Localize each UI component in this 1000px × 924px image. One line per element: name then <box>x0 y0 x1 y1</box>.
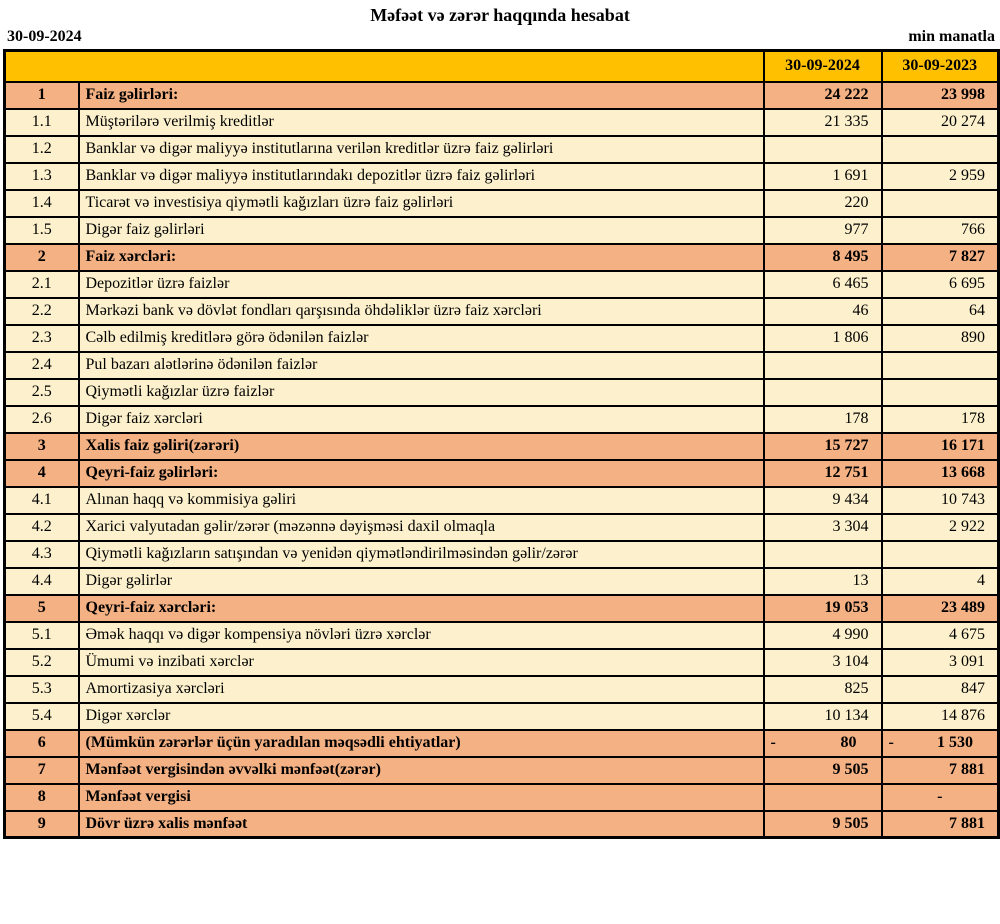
table-row-5.1 <box>5 622 999 649</box>
row-label: Qeyri-faiz xərcləri: <box>79 595 764 622</box>
value-cell-v1: 9 434 <box>764 487 882 514</box>
row-label: Ümumi və inzibati xərclər <box>79 649 764 676</box>
table-row-5.3 <box>5 676 999 703</box>
row-number: 4.2 <box>5 514 79 541</box>
table-row-5 <box>5 595 999 622</box>
row-number: 3 <box>5 433 79 460</box>
value-cell-v2: 16 171 <box>882 433 999 460</box>
table-row-6 <box>5 730 999 757</box>
value-cell-v1: 46 <box>764 298 882 325</box>
report-date: 30-09-2024 <box>7 28 82 45</box>
table-row-1.2 <box>5 136 999 163</box>
value-cell-v1 <box>764 352 882 379</box>
row-label: Amortizasiya xərcləri <box>79 676 764 703</box>
value-cell-v2: 2 922 <box>882 514 999 541</box>
table-row-2.5 <box>5 379 999 406</box>
value-cell-v2: 23 489 <box>882 595 999 622</box>
row-number: 6 <box>5 730 79 757</box>
value-cell-v1: 6 465 <box>764 271 882 298</box>
unit-label: min manatla <box>908 28 995 45</box>
table-row-1 <box>5 82 999 109</box>
table-header-row <box>5 51 999 82</box>
header-empty-cell <box>5 51 764 82</box>
value-cell-v1 <box>764 784 882 811</box>
table-row-2.6 <box>5 406 999 433</box>
value-cell-v2: 7 881 <box>882 811 999 838</box>
row-label: Əmək haqqı və digər kompensiya növləri üzrə xərclər <box>79 622 764 649</box>
row-number: 2 <box>5 244 79 271</box>
row-label: Alınan haqq və kommisiya gəliri <box>79 487 764 514</box>
row-number: 4 <box>5 460 79 487</box>
value-cell-v1: 19 053 <box>764 595 882 622</box>
value-cell-v2: - <box>882 784 999 811</box>
value-cell-v1: 13 <box>764 568 882 595</box>
page-title: Məfəət və zərər haqqında hesabat <box>370 5 630 25</box>
value-cell-v2 <box>882 379 999 406</box>
row-label: Pul bazarı alətlərinə ödənilən faizlər <box>79 352 764 379</box>
table-row-4.3 <box>5 541 999 568</box>
row-label: Banklar və digər maliyyə institutlarındakı depozitlər üzrə faiz gəlirləri <box>79 163 764 190</box>
value-cell-v1: 1 806 <box>764 325 882 352</box>
value-cell-v1: 10 134 <box>764 703 882 730</box>
row-label: Digər gəlirlər <box>79 568 764 595</box>
value-cell-v2 <box>882 352 999 379</box>
row-number: 5.1 <box>5 622 79 649</box>
value-cell-v2: 847 <box>882 676 999 703</box>
value-cell-v1 <box>764 379 882 406</box>
row-label: Mənfəət vergisindən əvvəlki mənfəət(zərər) <box>79 757 764 784</box>
value-cell-v2 <box>882 190 999 217</box>
minus-sign: - <box>888 734 894 751</box>
row-number: 2.1 <box>5 271 79 298</box>
value-cell-v1: 977 <box>764 217 882 244</box>
value-cell-v2: 13 668 <box>882 460 999 487</box>
row-number: 2.3 <box>5 325 79 352</box>
value-cell-v2: 890 <box>882 325 999 352</box>
row-number: 9 <box>5 811 79 838</box>
value-cell-v1: 220 <box>764 190 882 217</box>
table-row-4.2 <box>5 514 999 541</box>
row-number: 5.3 <box>5 676 79 703</box>
value-cell-v2 <box>882 730 999 757</box>
row-label: Faiz xərcləri: <box>79 244 764 271</box>
row-label: Faiz gəlirləri: <box>79 82 764 109</box>
row-number: 5.4 <box>5 703 79 730</box>
report-page <box>0 4 1000 924</box>
value-cell-v2 <box>882 541 999 568</box>
row-label: Digər xərclər <box>79 703 764 730</box>
value-cell-v2: 4 675 <box>882 622 999 649</box>
value-cell-v2: 7 827 <box>882 244 999 271</box>
header-col-2023: 30-09-2023 <box>882 51 999 82</box>
value-cell-v1: 21 335 <box>764 109 882 136</box>
table-row-4 <box>5 460 999 487</box>
row-label: Dövr üzrə xalis mənfəət <box>79 811 764 838</box>
table-row-5.4 <box>5 703 999 730</box>
table-row-2.4 <box>5 352 999 379</box>
row-number: 5.2 <box>5 649 79 676</box>
value-cell-v1: 9 505 <box>764 811 882 838</box>
table-row-7 <box>5 757 999 784</box>
row-number: 4.4 <box>5 568 79 595</box>
table-row-5.2 <box>5 649 999 676</box>
row-label: Qiymətli kağızlar üzrə faizlər <box>79 379 764 406</box>
row-label: Qeyri-faiz gəlirləri: <box>79 460 764 487</box>
row-number: 7 <box>5 757 79 784</box>
value-cell-v2: 2 959 <box>882 163 999 190</box>
value-cell-v1: 825 <box>764 676 882 703</box>
row-label: (Mümkün zərərlər üçün yaradılan məqsədli ehtiyatlar) <box>79 730 764 757</box>
value-cell-v1: 15 727 <box>764 433 882 460</box>
value-cell-v1 <box>764 541 882 568</box>
value-cell-v1: 24 222 <box>764 82 882 109</box>
value-cell-v2: 4 <box>882 568 999 595</box>
row-number: 2.4 <box>5 352 79 379</box>
value-cell-v1 <box>764 730 882 757</box>
value-cell-v2: 14 876 <box>882 703 999 730</box>
value-cell-v2: 7 881 <box>882 757 999 784</box>
value-cell-v1: 12 751 <box>764 460 882 487</box>
table-row-2.2 <box>5 298 999 325</box>
row-label: Qiymətli kağızların satışından və yenidən qiymətləndirilməsindən gəlir/zərər <box>79 541 764 568</box>
value-cell-v1: 9 505 <box>764 757 882 784</box>
row-label: Xalis faiz gəliri(zərəri) <box>79 433 764 460</box>
value-cell-v2: 23 998 <box>882 82 999 109</box>
value-cell-v2: 3 091 <box>882 649 999 676</box>
row-number: 8 <box>5 784 79 811</box>
table-row-1.5 <box>5 217 999 244</box>
row-number: 2.5 <box>5 379 79 406</box>
table-row-9 <box>5 811 999 838</box>
value-cell-v1: 8 495 <box>764 244 882 271</box>
value-cell-v2: 178 <box>882 406 999 433</box>
income-statement-table <box>3 49 1000 839</box>
row-label: Banklar və digər maliyyə institutlarına verilən kreditlər üzrə faiz gəlirləri <box>79 136 764 163</box>
value-cell-v1: 178 <box>764 406 882 433</box>
value-cell-v1 <box>764 136 882 163</box>
table-row-4.4 <box>5 568 999 595</box>
table-row-1.1 <box>5 109 999 136</box>
value-cell-v2 <box>882 136 999 163</box>
value-cell-v1: 3 304 <box>764 514 882 541</box>
row-number: 1.3 <box>5 163 79 190</box>
minus-sign: - <box>770 734 776 751</box>
report-subheader <box>0 27 1000 49</box>
value-text: 1 530 <box>937 734 973 751</box>
row-number: 2.6 <box>5 406 79 433</box>
row-label: Ticarət və investisiya qiymətli kağızları üzrə faiz gəlirləri <box>79 190 764 217</box>
value-cell-v1: 3 104 <box>764 649 882 676</box>
value-text: 80 <box>840 734 857 751</box>
value-cell-v2: 6 695 <box>882 271 999 298</box>
row-number: 1.2 <box>5 136 79 163</box>
row-number: 4.1 <box>5 487 79 514</box>
row-label: Müştərilərə verilmiş kreditlər <box>79 109 764 136</box>
value-cell-v2: 766 <box>882 217 999 244</box>
row-label: Depozitlər üzrə faizlər <box>79 271 764 298</box>
table-row-4.1 <box>5 487 999 514</box>
row-number: 1.5 <box>5 217 79 244</box>
value-cell-v1: 1 691 <box>764 163 882 190</box>
row-label: Digər faiz gəlirləri <box>79 217 764 244</box>
table-row-2.1 <box>5 271 999 298</box>
table-row-2 <box>5 244 999 271</box>
value-cell-v2: 20 274 <box>882 109 999 136</box>
header-col-2024: 30-09-2024 <box>764 51 882 82</box>
table-row-8 <box>5 784 999 811</box>
value-cell-v2: 10 743 <box>882 487 999 514</box>
row-number: 1 <box>5 82 79 109</box>
table-row-2.3 <box>5 325 999 352</box>
table-row-1.3 <box>5 163 999 190</box>
row-number: 1.1 <box>5 109 79 136</box>
value-cell-v1: 4 990 <box>764 622 882 649</box>
row-number: 1.4 <box>5 190 79 217</box>
row-label: Digər faiz xərcləri <box>79 406 764 433</box>
table-row-3 <box>5 433 999 460</box>
row-number: 5 <box>5 595 79 622</box>
value-cell-v2: 64 <box>882 298 999 325</box>
row-number: 4.3 <box>5 541 79 568</box>
table-row-1.4 <box>5 190 999 217</box>
row-label: Mənfəət vergisi <box>79 784 764 811</box>
row-label: Xarici valyutadan gəlir/zərər (məzənnə dəyişməsi daxil olmaqla <box>79 514 764 541</box>
row-number: 2.2 <box>5 298 79 325</box>
row-label: Mərkəzi bank və dövlət fondları qarşısında öhdəliklər üzrə faiz xərcləri <box>79 298 764 325</box>
row-label: Cəlb edilmiş kreditlərə görə ödənilən faizlər <box>79 325 764 352</box>
